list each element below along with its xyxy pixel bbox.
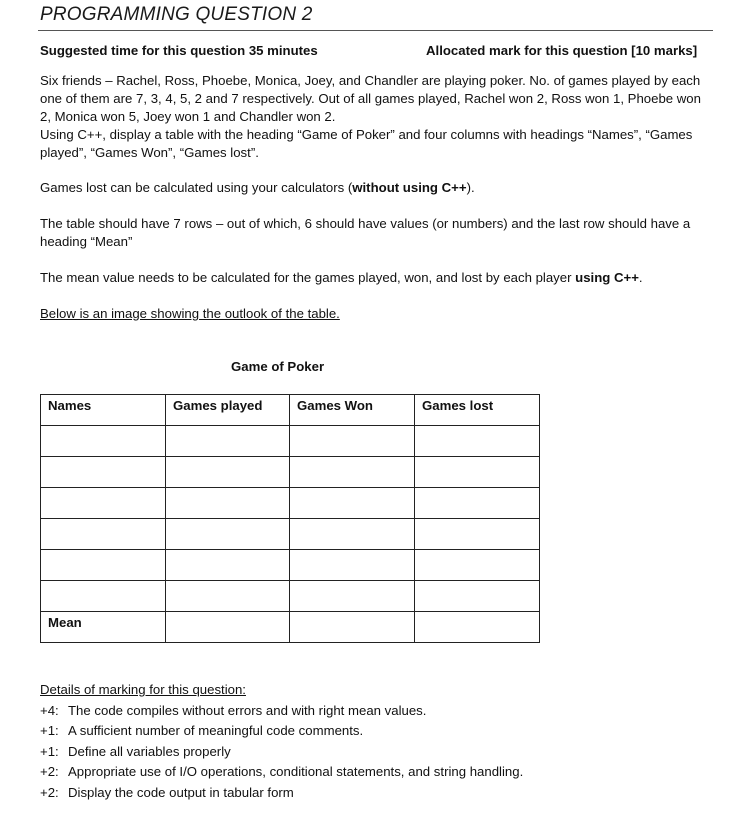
- marking-list: [40, 701, 523, 803]
- marking-points: +2:: [40, 764, 59, 780]
- emphasis-text: using C++: [575, 270, 639, 285]
- header-games-lost: Games lost: [415, 395, 540, 426]
- table-row: [41, 426, 540, 457]
- table-row: [41, 581, 540, 612]
- table-cell: [290, 581, 415, 612]
- marking-text: Display the code output in tabular form: [68, 784, 294, 800]
- list-item: [40, 762, 523, 782]
- games-lost-note: Games lost can be calculated using your calculators (without using C++).: [40, 180, 475, 195]
- header-games-won: Games Won: [290, 395, 415, 426]
- table-row: [41, 488, 540, 519]
- rows-note-line: heading “Mean”: [40, 234, 133, 249]
- intro-paragraph: [40, 72, 712, 162]
- marking-points: +1:: [40, 723, 59, 739]
- marking-text: The code compiles without errors and with right mean values.: [68, 703, 427, 718]
- mean-note: The mean value needs to be calculated for the games played, won, and lost by each player using C++.: [40, 270, 643, 285]
- poker-table: [40, 394, 540, 643]
- table-cell: [166, 612, 290, 643]
- image-note: Below is an image showing the outlook of the table.: [40, 306, 340, 321]
- table-cell: [290, 519, 415, 550]
- table-cell: [415, 612, 540, 643]
- allocated-mark: Allocated mark for this question [10 marks]: [426, 43, 698, 58]
- table-cell: [41, 426, 166, 457]
- table-cell: [166, 457, 290, 488]
- rows-note: [40, 215, 712, 251]
- mean-label: Mean: [41, 612, 166, 643]
- table-cell: [166, 550, 290, 581]
- table-cell: [415, 519, 540, 550]
- question-heading: PROGRAMMING QUESTION 2: [40, 4, 313, 25]
- header-names: Names: [41, 395, 166, 426]
- marking-title: Details of marking for this question:: [40, 682, 246, 697]
- table-cell: [290, 612, 415, 643]
- marking-text: A sufficient number of meaningful code comments.: [68, 723, 364, 739]
- table-row: [41, 550, 540, 581]
- list-item: [40, 701, 523, 721]
- table-cell: [290, 550, 415, 581]
- emphasis-text: without using C++: [352, 180, 467, 195]
- marking-text: Define all variables properly: [68, 743, 231, 759]
- list-item: [40, 783, 523, 803]
- table-cell: [415, 581, 540, 612]
- table-cell: [415, 550, 540, 581]
- table-cell: [166, 581, 290, 612]
- marking-points: +1:: [40, 743, 59, 759]
- table-header-row: [41, 395, 540, 426]
- heading-divider: [38, 30, 713, 31]
- table-cell: [41, 519, 166, 550]
- table-cell: [415, 457, 540, 488]
- intro-line: played”, “Games Won”, “Games lost”.: [40, 145, 259, 160]
- table-cell: [290, 488, 415, 519]
- list-item: [40, 742, 523, 762]
- marking-points: +2:: [40, 784, 59, 800]
- table-cell: [415, 488, 540, 519]
- table-cell: [290, 457, 415, 488]
- table-cell: [41, 457, 166, 488]
- list-item: [40, 721, 523, 741]
- marking-text: Appropriate use of I/O operations, conditional statements, and string handling.: [68, 764, 524, 780]
- table-cell: [41, 550, 166, 581]
- rows-note-line: The table should have 7 rows – out of which, 6 should have values (or numbers) and the last row should have a: [40, 216, 691, 231]
- table-row: [41, 519, 540, 550]
- intro-line: Six friends – Rachel, Ross, Phoebe, Monica, Joey, and Chandler are playing poker. No. of games played by each: [40, 73, 701, 88]
- table-cell: [166, 488, 290, 519]
- header-games-played: Games played: [166, 395, 290, 426]
- intro-line: Using C++, display a table with the heading “Game of Poker” and four columns with headings “Names”, “Games: [40, 127, 693, 142]
- intro-line: 2, Monica won 5, Joey won 1 and Chandler won 2.: [40, 109, 336, 124]
- table-cell: [166, 426, 290, 457]
- intro-line: one of them are 7, 3, 4, 5, 2 and 7 respectively. Out of all games played, Rachel won 2, Ross won 1, Phoebe won: [40, 91, 701, 106]
- suggested-time: Suggested time for this question 35 minutes: [40, 43, 318, 58]
- table-cell: [166, 519, 290, 550]
- table-cell: [41, 488, 166, 519]
- marking-points: +4:: [40, 703, 59, 718]
- table-cell: [41, 581, 166, 612]
- table-cell: [290, 426, 415, 457]
- table-row: [41, 457, 540, 488]
- table-mean-row: [41, 612, 540, 643]
- table-caption: Game of Poker: [231, 359, 325, 374]
- table-cell: [415, 426, 540, 457]
